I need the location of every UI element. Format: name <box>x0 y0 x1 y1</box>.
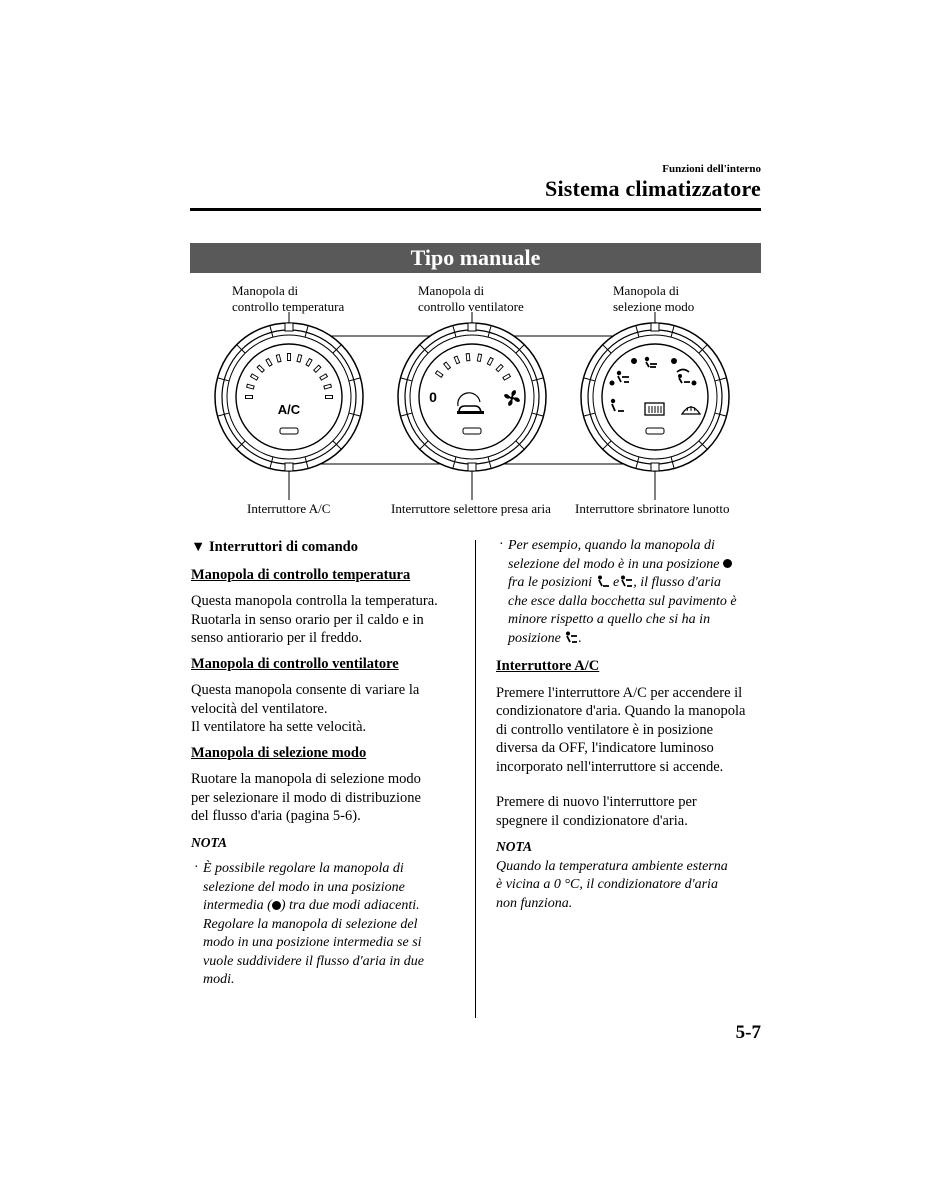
text-span: fra le posizioni <box>508 575 593 590</box>
bi-level-vent-icon <box>564 631 578 643</box>
text-span: posizione <box>508 630 561 646</box>
note-item <box>496 537 758 648</box>
text-span: ) tra due modi adiacenti. <box>280 898 420 913</box>
text-line: diversa da OFF, l'indicatore luminoso <box>496 740 714 756</box>
text-line: Il ventilatore ha sette velocità. <box>191 719 367 735</box>
fan-knob[interactable] <box>398 323 546 471</box>
text-span: selezione del modo è in una posizione <box>508 556 720 572</box>
text-line: del flusso d'aria (pagina 5-6). <box>191 808 361 824</box>
paragraph-mode <box>191 770 453 826</box>
text-line: Questa manopola controlla la temperatura. <box>191 593 438 609</box>
text-line: modo in una posizione intermedia se si <box>203 935 422 950</box>
text-line: senso antiorario per il freddo. <box>191 630 363 646</box>
temperature-knob[interactable] <box>215 323 363 471</box>
text-line: Premere l'interruttore A/C per accendere il <box>496 684 743 701</box>
right-column <box>496 537 758 913</box>
text-line: Ruotarla in senso orario per il caldo e in <box>191 611 424 628</box>
text-line: Ruotare la manopola di selezione modo <box>191 771 421 787</box>
text-line: di controllo ventilatore è in posizione <box>496 721 714 738</box>
column-divider <box>475 540 476 1018</box>
text-line: Per esempio, quando la manopola di <box>508 538 715 553</box>
title-rule <box>190 208 761 211</box>
text-line: modi. <box>203 972 235 987</box>
subheading-temp: Manopola di controllo temperatura <box>191 566 411 583</box>
text-line: Regolare la manopola di selezione del <box>203 916 418 932</box>
intermediate-position-dot <box>692 381 697 386</box>
text-line: Premere di nuovo l'interruttore per <box>496 794 697 810</box>
mode-knob[interactable] <box>581 323 729 471</box>
text-line: minore rispetto a quello che si ha in <box>508 612 711 627</box>
text-span: e <box>613 575 620 590</box>
intermediate-position-dot <box>671 358 677 364</box>
intermediate-position-dot <box>610 381 615 386</box>
subheading-mode: Manopola di selezione modo <box>191 744 367 761</box>
text-line: incorporato nell'interruttore si accende. <box>496 758 724 775</box>
callout-line: controllo temperatura <box>232 299 345 314</box>
text-line: vuole suddividere il flusso d'aria in due <box>203 953 425 969</box>
left-column <box>191 538 453 990</box>
rear-defrost-icon <box>645 403 664 415</box>
text-line: non funziona. <box>496 895 573 911</box>
intermediate-position-dot <box>631 358 637 364</box>
note-text <box>496 858 758 914</box>
callout-line: Manopola di <box>232 283 299 298</box>
intake-indicator <box>463 428 481 434</box>
text-line: è vicina a 0 °C, il condizionatore d'aria <box>496 877 718 892</box>
text-line: che esce dalla bocchetta sul pavimento è <box>508 593 737 609</box>
paragraph-ac-2 <box>496 793 758 830</box>
intermediate-position-dot-icon <box>272 901 281 910</box>
text-line <box>508 574 758 593</box>
nota-label: NOTA <box>191 834 228 850</box>
rear-defrost-indicator <box>646 428 664 434</box>
text-line: spegnere il condizionatore d'aria. <box>496 812 688 829</box>
text-span: , il flusso d'aria <box>633 575 722 590</box>
text-line: per selezionare il modo di distribuzione <box>191 789 421 806</box>
bi-level-vent-icon <box>619 575 633 587</box>
floor-vent-icon <box>596 575 610 587</box>
callout-intake-switch: Interruttore selettore presa aria <box>391 501 551 516</box>
callout-ac-switch: Interruttore A/C <box>247 501 331 516</box>
text-line: È possibile regolare la manopola di <box>203 861 404 876</box>
section-banner: Tipo manuale <box>190 243 761 273</box>
fan-zero-label: 0 <box>429 389 437 405</box>
page-number: 5-7 <box>735 1022 761 1043</box>
text-line: condizionatore d'aria. Quando la manopola <box>496 703 746 719</box>
paragraph-temp <box>191 592 453 648</box>
text-line: selezione del modo in una posizione <box>203 879 405 895</box>
subheading-fan: Manopola di controllo ventilatore <box>191 655 399 672</box>
note-item <box>191 860 453 990</box>
section-label: Funzioni dell'interno <box>662 163 761 175</box>
bullet: · <box>499 537 504 552</box>
text-line: Quando la temperatura ambiente esterna <box>496 858 728 874</box>
callout-line: Manopola di <box>613 283 680 298</box>
text-span: . <box>578 630 582 646</box>
subheading-ac: Interruttore A/C <box>496 658 600 674</box>
ac-indicator <box>280 428 298 434</box>
callout-rear-defrost-switch: Interruttore sbrinatore lunotto <box>575 501 730 516</box>
callout-line: selezione modo <box>613 299 695 314</box>
text-line: Questa manopola consente di variare la <box>191 682 420 698</box>
paragraph-ac-1 <box>496 684 758 777</box>
intermediate-position-dot-icon <box>723 559 732 568</box>
bullet: · <box>194 860 199 875</box>
callout-line: controllo ventilatore <box>418 299 524 314</box>
control-panel-diagram <box>190 280 761 500</box>
text-line: velocità del ventilatore. <box>191 700 328 717</box>
text-line <box>508 556 758 575</box>
text-line <box>508 630 758 649</box>
section-heading-text: Interruttori di comando <box>208 539 358 555</box>
page-title: Sistema climatizzatore <box>545 176 761 201</box>
nota-label: NOTA <box>496 839 533 854</box>
callout-line: Manopola di <box>418 283 485 298</box>
paragraph-fan <box>191 681 453 737</box>
text-line <box>203 897 453 916</box>
triangle-marker-icon: ▼ <box>191 539 206 555</box>
section-heading <box>191 538 453 557</box>
text-span: intermedia ( <box>203 898 272 913</box>
ac-label: A/C <box>277 402 301 417</box>
